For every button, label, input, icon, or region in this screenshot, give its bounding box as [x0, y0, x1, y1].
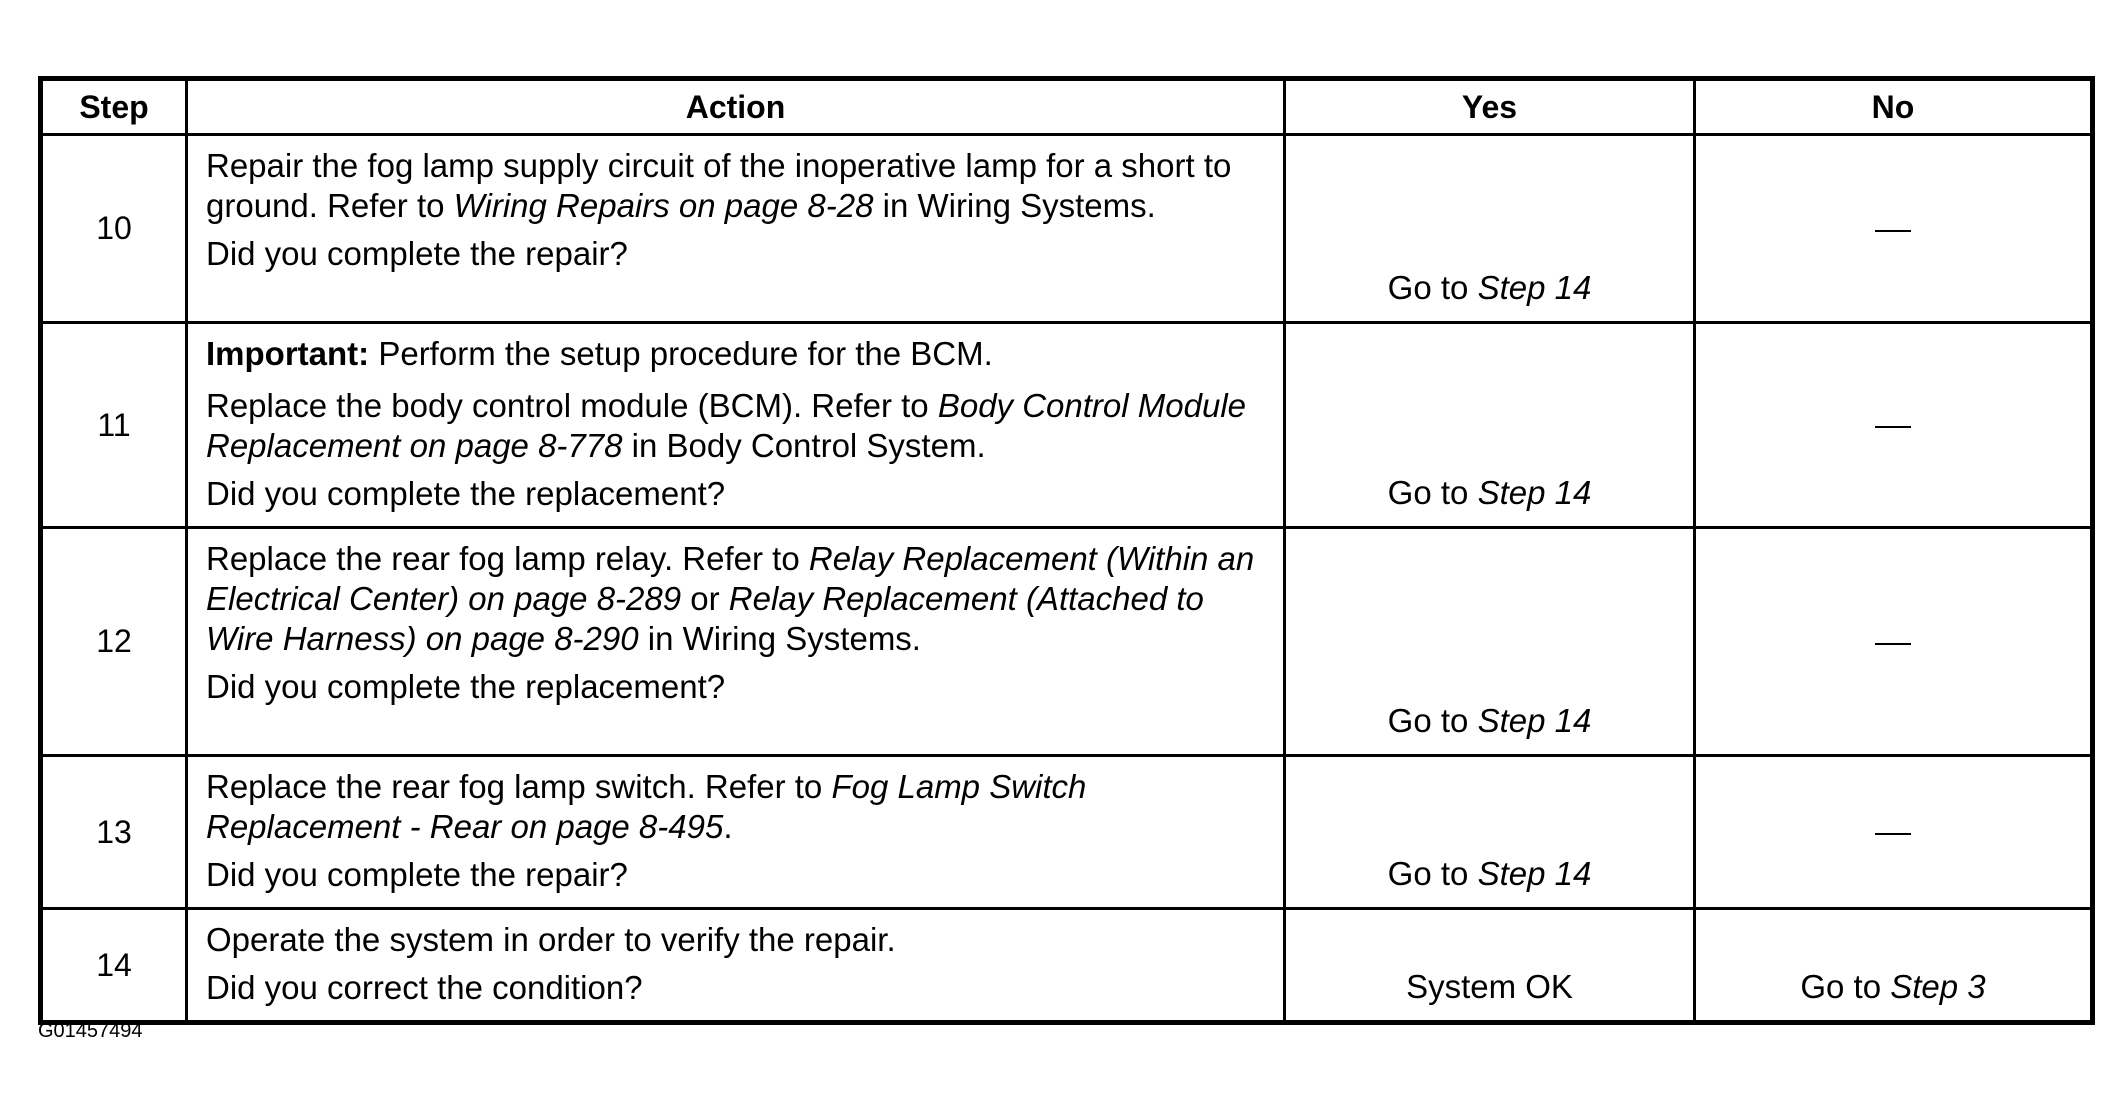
action-question: Did you correct the condition?	[206, 969, 643, 1006]
step-number: 11	[41, 323, 187, 528]
action-text: Repair the fog lamp supply circuit of the inoperative lamp for a short to ground. Refer to Wiring Repairs on page 8-28 in Wiring Systems.	[206, 147, 1232, 224]
yes-cell: System OK	[1285, 909, 1695, 1023]
step-ref: Step 14	[1477, 474, 1592, 511]
header-step: Step	[41, 79, 187, 135]
no-cell: Go to Step 3	[1695, 909, 2093, 1023]
table-row	[41, 135, 2093, 323]
action-question: Did you complete the repair?	[206, 235, 628, 272]
no-cell	[1695, 756, 2093, 909]
step-number: 14	[41, 909, 187, 1023]
step-number: 12	[41, 528, 187, 756]
reference-link: Wiring Repairs on page 8-28	[453, 187, 874, 224]
yes-cell: Go to Step 14	[1285, 756, 1695, 909]
yes-cell: Go to Step 14	[1285, 135, 1695, 323]
no-cell	[1695, 135, 2093, 323]
action-text: Replace the rear fog lamp relay. Refer to Relay Replacement (Within an Electrical Center) on page 8-289 or Relay Replacement (Attached to Wire Harness) on page 8-290 in Wiring Systems.	[206, 540, 1255, 657]
important-label: Important:	[206, 335, 370, 372]
no-cell	[1695, 528, 2093, 756]
step-ref: Step 14	[1477, 269, 1592, 306]
yes-cell: Go to Step 14	[1285, 323, 1695, 528]
header-action: Action	[187, 79, 1285, 135]
reference-link: Fog Lamp Switch Replacement - Rear on page 8-495	[206, 768, 1087, 845]
step-number: 10	[41, 135, 187, 323]
figure-id: G01457494	[38, 1020, 143, 1042]
table-row	[41, 756, 2093, 909]
dash-icon	[1875, 230, 1911, 232]
action-text: Operate the system in order to verify the repair.	[206, 921, 896, 958]
table-row	[41, 528, 2093, 756]
header-row	[41, 79, 2093, 135]
reference-link: Relay Replacement (Attached to Wire Harness) on page 8-290	[206, 580, 1204, 657]
action-cell	[187, 135, 1285, 323]
reference-link: Relay Replacement (Within an Electrical Center) on page 8-289	[206, 540, 1255, 617]
diagnostic-table	[38, 76, 2095, 1025]
action-question: Did you complete the replacement?	[206, 668, 726, 705]
header-no: No	[1695, 79, 2093, 135]
header-yes: Yes	[1285, 79, 1695, 135]
action-text: Replace the body control module (BCM). Refer to Body Control Module Replacement on page 8-778 in Body Control System.	[206, 387, 1247, 464]
action-question: Did you complete the replacement?	[206, 475, 726, 512]
table-row	[41, 323, 2093, 528]
step-ref: Step 14	[1477, 855, 1592, 892]
step-ref: Step 3	[1890, 968, 1986, 1005]
important-note: Important: Perform the setup procedure for the BCM.	[206, 335, 993, 372]
action-cell	[187, 756, 1285, 909]
reference-link: Body Control Module Replacement on page 8-778	[206, 387, 1247, 464]
action-question: Did you complete the repair?	[206, 856, 628, 893]
table-row	[41, 909, 2093, 1023]
step-number: 13	[41, 756, 187, 909]
yes-cell: Go to Step 14	[1285, 528, 1695, 756]
action-cell	[187, 909, 1285, 1023]
dash-icon	[1875, 426, 1911, 428]
no-cell	[1695, 323, 2093, 528]
action-cell	[187, 323, 1285, 528]
action-text: Replace the rear fog lamp switch. Refer to Fog Lamp Switch Replacement - Rear on page 8-495.	[206, 768, 1087, 845]
dash-icon	[1875, 643, 1911, 645]
dash-icon	[1875, 833, 1911, 835]
step-ref: Step 14	[1477, 702, 1592, 739]
action-cell	[187, 528, 1285, 756]
